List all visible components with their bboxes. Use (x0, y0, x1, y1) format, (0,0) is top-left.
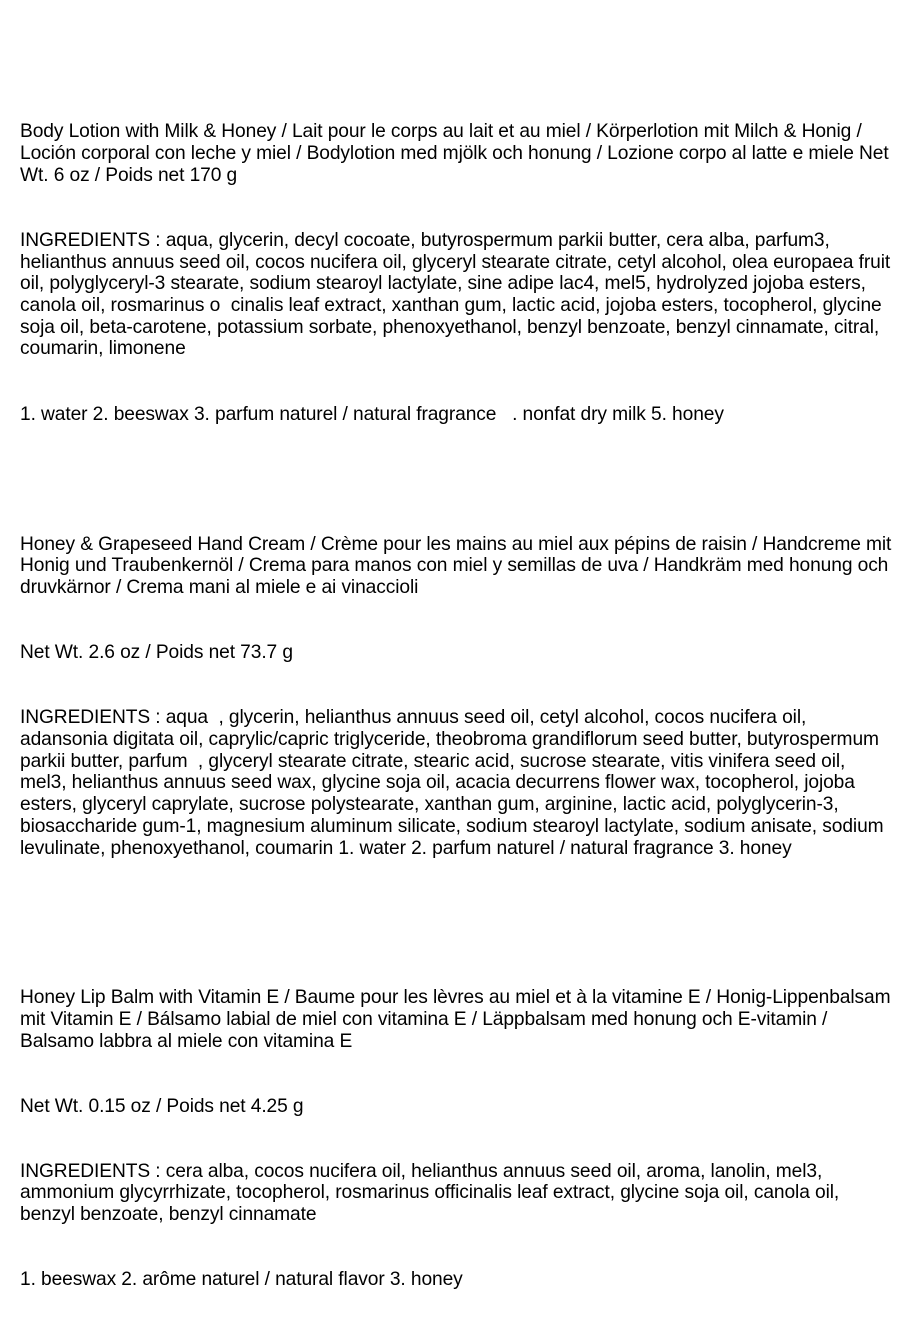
ingredients-document (20, 78, 897, 1334)
ingredient-footnotes: 1. beeswax 2. arôme naturel / natural flavor 3. honey (20, 1269, 463, 1291)
ingredients-list: INGREDIENTS : aqua , glycerin, helianthus annuus seed oil, cetyl alcohol, cocos nucifera oil, adansonia digitata oil, caprylic/capric triglyceride, theobroma grandiflorum seed butter, butyrospermum parkii butter, parfum , glyceryl stearate citrate, stearic acid, sucrose stearate, vitis vinifera seed oil, mel3, helianthus annuus seed wax, glycine soja oil, acacia decurrens flower wax, tocopherol, jojoba esters, glyceryl caprylate, sucrose polystearate, xanthan gum, arginine, lactic acid, polyglycerin-3, biosaccharide gum-1, magnesium aluminum silicate, sodium stearoyl lactylate, sodium anisate, sodium levulinate, phenoxyethanol, coumarin 1. water 2. parfum naturel / natural fragrance 3. honey (20, 707, 889, 859)
net-weight: Net Wt. 2.6 oz / Poids net 73.7 g (20, 642, 293, 664)
section-hand-cream (20, 490, 897, 902)
section-lip-balm (20, 944, 896, 1334)
product-title: Body Lotion with Milk & Honey / Lait pour le corps au lait et au miel / Körperlotion mit Milch & Honig / Loción corporal con leche y miel / Bodylotion med mjölk och honung / Lozione corpo al latte e miele Net Wt. 6 oz / Poids net 170 g (20, 121, 894, 186)
ingredients-list: INGREDIENTS : aqua, glycerin, decyl cocoate, butyrospermum parkii butter, cera alba, parfum3, helianthus annuus seed oil, cocos nucifera oil, glyceryl stearate citrate, cetyl alcohol, olea europaea fruit oil, polyglyceryl-3 stearate, sodium stearoyl lactylate, sine adipe lac4, mel5, hydrolyzed jojoba esters, canola oil, rosmarinus o cinalis leaf extract, xanthan gum, lactic acid, jojoba esters, tocopherol, glycine soja oil, beta-carotene, potassium sorbate, phenoxyethanol, benzyl benzoate, benzyl cinnamate, citral, coumarin, limonene (20, 229, 896, 360)
net-weight: Net Wt. 0.15 oz / Poids net 4.25 g (20, 1095, 304, 1117)
section-body-lotion (20, 78, 896, 469)
product-title: Honey Lip Balm with Vitamin E / Baume pour les lèvres au miel et à la vitamine E / Honig-Lippenbalsam mit Vitamin E / Bálsamo labial de miel con vitamina E / Läppbalsam med honung och E-vitamin / Balsamo labbra al miele con vitamina E (20, 987, 896, 1052)
product-title: Honey & Grapeseed Hand Cream / Crème pour les mains au miel aux pépins de raisin / Handcreme mit Honig und Traubenkernöl / Crema para manos con miel y semillas de uva / Handkräm med honung och druvkärnor / Crema mani al miele e ai vinaccioli (20, 533, 897, 599)
ingredient-footnotes: 1. water 2. beeswax 3. parfum naturel / natural fragrance . nonfat dry milk 5. honey (20, 403, 724, 425)
ingredients-list: INGREDIENTS : cera alba, cocos nucifera oil, helianthus annuus seed oil, aroma, lanolin, mel3, ammonium glycyrrhizate, tocopherol, rosmarinus officinalis leaf extract, glycine soja oil, canola oil, benzyl benzoate, benzyl cinnamate (20, 1160, 845, 1226)
